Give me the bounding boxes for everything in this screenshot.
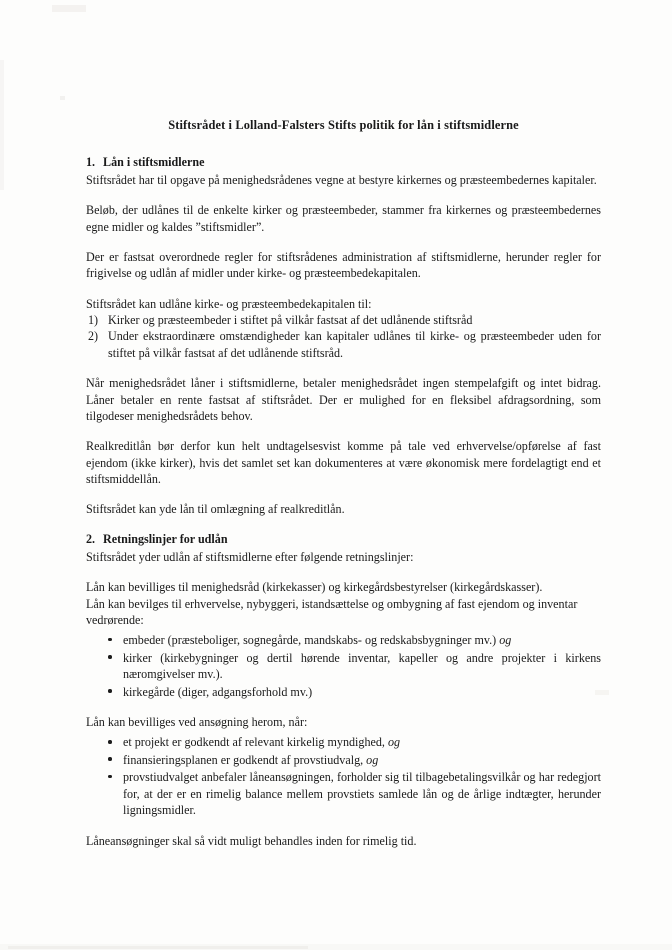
paragraph-2-3-bullet-intro: Lån kan bevilliges ved ansøgning herom, når: (86, 715, 308, 730)
bullet-item-text: provstiudvalget anbefaler låneansøgningen, forholder sig til tilbagebetalingsvilkår og har redegjort for, at der er en rimelig balance mellem provstiets samlede lån og de årlige indtægter, herunder ligningsmidler. (123, 770, 601, 818)
paragraph-1-2: Beløb, der udlånes til de enkelte kirker og præsteembeder, stammer fra kirkernes og præsteembedernes egne midler og kaldes ”stiftsmidler”. (86, 203, 601, 234)
bullet-dot-icon (108, 638, 112, 642)
bullet-list-item (86, 632, 601, 648)
section-heading-1 (86, 155, 601, 171)
paragraph-1-4-list-intro: Stiftsrådet kan udlåne kirke- og præsteembedekapitalen til: (86, 296, 372, 311)
paragraph-1-6: Realkreditlån bør derfor kun helt undtagelsesvist komme på tale ved erhvervelse/opførelse af fast ejendom (ikke kirker), hvis det samlet set kan dokumenteres at være økonomisk mere fordelagtigt end et stiftsmiddellån. (86, 439, 601, 487)
paragraph-2-1: Stiftsrådet yder udlån af stiftsmidlerne efter følgende retningslinjer: (86, 549, 414, 564)
numbered-list-item (86, 312, 601, 328)
bullet-item-italic-suffix: og (387, 735, 401, 750)
bullet-item-text: finansieringsplanen er godkendt af provstiudvalg, (123, 752, 367, 767)
bullet-item-text: embeder (præsteboliger, sognegårde, mandskabs- og redskabsbygninger mv.) (123, 633, 500, 648)
bullet-dot-icon (108, 655, 112, 659)
paragraph-1-7: Stiftsrådet kan yde lån til omlægning af realkreditlån. (86, 502, 345, 517)
bullet-item-text: kirker (kirkebygninger og dertil hørende inventar, kapeller og andre projekter i kirkens næromgivelser mv.). (123, 650, 601, 682)
list-item-text: Kirker og præsteembeder i stiftet på vilkår fastsat af det udlånende stiftsråd (108, 313, 473, 328)
paragraph-2-2b: Lån kan bevilges til erhvervelse, nybyggeri, istandsættelse og ombygning af fast ejendom og inventar vedrørende: (86, 596, 578, 627)
bullet-list-purposes (86, 632, 601, 700)
list-marker: 2) (88, 329, 99, 344)
bullet-list-item (86, 650, 601, 683)
paragraph-1-1: Stiftsrådet har til opgave på menighedsrådenes vegne at bestyre kirkernes og præsteembedernes kapitaler. (86, 172, 597, 187)
scan-artifact (0, 944, 672, 950)
scan-artifact (8, 946, 308, 949)
scan-artifact (60, 96, 65, 100)
bullet-dot-icon (108, 740, 112, 744)
list-item-text: Under ekstraordinære omstændigheder kan kapitaler udlånes til kirke- og præsteembeder uden for stiftet på vilkår fastsat af det udlånende stiftsråd. (108, 329, 601, 360)
bullet-dot-icon (108, 775, 112, 779)
document-body (86, 118, 601, 863)
scan-artifact (52, 5, 86, 12)
paragraph-1-5: Når menighedsrådet låner i stiftsmidlerne, betaler menighedsrådet ingen stempelafgift og intet bidrag. Låner betaler en rente fastsat af stiftsrådet. Der er mulighed for en fleksibel afdragsordning, som tilgodeser menighedsrådets behov. (86, 376, 601, 423)
bullet-dot-icon (108, 757, 112, 761)
section-title-1: Lån i stiftsmidlerne (103, 154, 205, 169)
paragraph-2-2a: Lån kan bevilliges til menighedsråd (kirkekasser) og kirkegårdsbestyrelser (kirkegårdskasser). (86, 580, 543, 595)
section-heading-2 (86, 532, 601, 548)
numbered-list-section-1 (86, 312, 601, 361)
bullet-item-text: et projekt er godkendt af relevant kirkelig myndighed, (123, 735, 388, 750)
bullet-item-italic-suffix: og (499, 633, 512, 648)
section-number-1: 1. (86, 154, 96, 169)
numbered-list-item (86, 328, 601, 361)
bullet-item-text: kirkegårde (diger, adgangsforhold mv.) (123, 684, 313, 699)
paragraph-1-3: Der er fastsat overordnede regler for stiftsrådenes administration af stiftsmidlerne, herunder regler for frigivelse og udlån af midler under kirke- og præsteembedekapitalen. (86, 249, 601, 281)
scan-artifact (0, 60, 4, 190)
section-title-2: Retningslinjer for udlån (103, 531, 228, 546)
bullet-list-item (86, 684, 601, 700)
bullet-list-item (86, 734, 601, 750)
bullet-list-item (86, 752, 601, 768)
bullet-item-italic-suffix: og (366, 752, 379, 767)
bullet-list-conditions (86, 734, 601, 818)
section-number-2: 2. (86, 531, 96, 546)
bullet-dot-icon (108, 689, 112, 693)
paragraph-2-closing: Låneansøgninger skal så vidt muligt behandles inden for rimelig tid. (86, 833, 417, 848)
bullet-list-item (86, 769, 601, 818)
list-marker: 1) (88, 313, 99, 328)
document-title: Stiftsrådet i Lolland-Falsters Stifts politik for lån i stiftsmidlerne (168, 118, 519, 132)
